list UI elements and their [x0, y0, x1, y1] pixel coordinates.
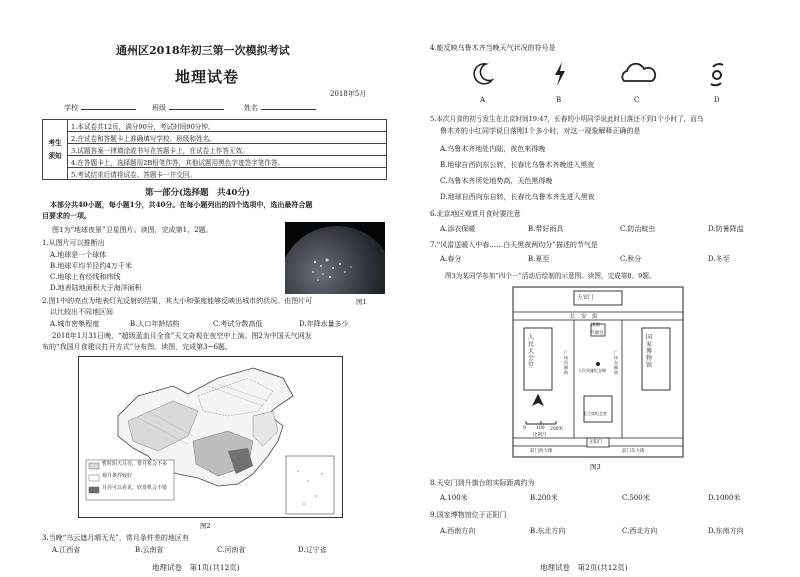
candidate-notice-table	[42, 119, 387, 180]
lightning-icon	[552, 61, 568, 87]
fig3-intro: 图3为某同学参加“四个一”活动后绘制的示意图。读图，完成第8、9题。	[445, 272, 656, 280]
page-footer: 地理试卷 第2页(共12页)	[540, 563, 628, 572]
part-intro-cont: 目要求的一项。	[42, 211, 91, 220]
part-title: 第一部分(选择题 共40分)	[145, 188, 250, 198]
plan-east-road: 广场东侧路	[614, 350, 618, 375]
right-page	[400, 0, 800, 577]
scale-200: 200米	[550, 427, 564, 432]
q4-option-a: A	[480, 96, 486, 104]
scale-label: 比例尺	[533, 433, 547, 438]
q1-option-b: B.地球平均半径约4万千米	[50, 262, 132, 270]
cloud-icon	[618, 63, 658, 85]
notice-label: 考生须知	[43, 120, 68, 180]
question-5-cont: 鲁木齐的小红同学说日落刚1个多小时，对这一现象解释正确的是	[440, 127, 641, 135]
notice-item: 1.本试卷共12页，满分90分，考试时间90分钟。	[68, 120, 387, 132]
q4-option-b: B	[556, 96, 562, 104]
q6-option-c: C.防治蚊虫	[620, 225, 656, 233]
question-2-cont: 以比较出不同地区间	[50, 308, 113, 316]
q8-option-a: A.100米	[440, 494, 468, 502]
q5-option-a: A.乌鲁木齐地处内陆，夜色来得晚	[440, 145, 546, 153]
q6-option-b: B.带好雨具	[528, 225, 564, 233]
fig2-label: 图2	[200, 522, 211, 530]
q7-option-d: D.冬至	[708, 255, 730, 263]
q3-option-d: D.辽宁省	[298, 546, 327, 554]
q1-option-a: A.地球是一个球体	[50, 251, 107, 259]
plan-monument: 人民英雄纪念碑	[578, 368, 606, 373]
q7-option-a: A.春分	[440, 255, 462, 263]
question-8: 8.天安门到升旗台的实际距离约为	[430, 479, 535, 487]
q1-option-c: C.地球上有经线和纬线	[50, 273, 121, 281]
exam-date: 2018年5月	[330, 90, 367, 98]
plan-changan-street: 长 安 街	[570, 314, 598, 320]
typhoon-icon	[707, 61, 727, 87]
plan-west-road: 广场西侧路	[564, 350, 568, 375]
q9-option-d: D.东南方向	[708, 527, 744, 535]
plan-zhengyangmen: 正阳门	[589, 440, 603, 445]
field-school: 学校	[64, 103, 136, 113]
plan-great-hall: 人民大会堂	[528, 334, 535, 369]
plan-flag-stage: 升旗台	[590, 331, 604, 336]
q7-option-c: C.秋分	[620, 255, 642, 263]
fig1-label: 图1	[356, 298, 367, 306]
legend-item: 暂时阴天月亮，赏月机会不多	[102, 461, 168, 467]
q2-option-b: B.人口年龄结构	[130, 320, 180, 328]
notice-item: 3.试题答案一律填涂或书写在答题卡上，在试卷上作答无效。	[68, 144, 387, 156]
field-class: 班级	[152, 103, 224, 113]
question-3: 3.当晚“乌云遮月晴无光”，赏月条件差的地区有	[42, 534, 189, 542]
question-4: 4.能反映乌鲁木齐当晚天气状况的符号是	[430, 44, 556, 52]
q9-option-c: C.西北方向	[622, 527, 658, 535]
fig1-intro: 图1为“地球夜景”卫星图片。读图，完成第1、2题。	[52, 226, 213, 234]
notice-item: 5.考试结束后请将试卷、答题卡一并交回。	[68, 168, 387, 180]
q5-option-c: C.乌鲁木齐所处地势高，天色黑得晚	[440, 177, 553, 185]
page-footer: 地理试卷 第1页(共12页)	[152, 563, 240, 572]
q3-option-b: B.云南省	[135, 546, 164, 554]
passage-eclipse-cont: 布的“我国月食建议打开方式”分布图。读图，完成第3~6题。	[42, 343, 232, 351]
q8-option-b: B.200米	[530, 494, 558, 502]
question-9: 9.国家博物馆位于正阳门	[430, 511, 507, 519]
notice-item: 2.在试卷和答题卡上准确填写学校、班级和姓名。	[68, 132, 387, 144]
q7-option-b: B.夏至	[528, 255, 550, 263]
question-6: 6.北京地区观赏月食时要注意	[430, 210, 521, 218]
scale-100: 100	[536, 426, 545, 431]
q3-option-c: C.河南省	[217, 546, 246, 554]
plan-memorial-hall: 毛主席纪念堂	[583, 411, 607, 416]
question-5: 5.本次月食的初亏发生在北京时间19:47，长春的小明同学说此时日落还不到1个小时了，而乌	[430, 115, 704, 123]
q8-option-d: D.1000米	[708, 494, 741, 502]
q6-option-a: A.添衣保暖	[440, 225, 476, 233]
plan-flag: 国旗	[591, 323, 600, 328]
q3-option-a: A.江西省	[52, 546, 81, 554]
q5-option-d: D.地球自西向东自转，长春比乌鲁木齐先进入黑夜	[440, 193, 595, 201]
question-1: 1.从图片可以推断出	[42, 239, 105, 247]
crescent-moon-icon	[472, 62, 494, 86]
part-intro: 本部分共40小题，每小题1分，共40分。在每小题列出的四个选项中，选出最符合题	[50, 200, 313, 209]
china-weather-map	[78, 356, 343, 518]
passage-eclipse: 2018年1月31日晚，“超级蓝血月全食”天文奇观在夜空中上演。图2为中国天气网发	[52, 332, 312, 340]
q1-option-d: D.地表陆地面积大于海洋面积	[50, 284, 142, 292]
field-name: 姓名	[244, 103, 316, 113]
plan-qianmen-west: 前门西大街	[530, 449, 553, 454]
q2-option-d: D.年降水量多少	[299, 320, 349, 328]
q5-option-b: B.地球自西向东公转，长春比乌鲁木齐晚进入黑夜	[440, 161, 595, 169]
plan-north-label: 北	[535, 395, 542, 402]
question-2: 2.图1中的亮点为地表灯光反射的结果，其大小和强度能够反映出城市的状况。由图片可	[42, 297, 313, 305]
fig3-label: 图3	[590, 463, 601, 471]
q9-option-b: B.东北方向	[530, 527, 566, 535]
q2-option-c: C.考试分数高低	[213, 320, 263, 328]
q6-option-d: D.防暑降温	[708, 225, 744, 233]
earth-night-photo	[285, 222, 385, 294]
q8-option-c: C.500米	[622, 494, 650, 502]
legend-item: 月亮可以看见，欣赏机会不错	[102, 485, 168, 491]
notice-item: 4.在答题卡上，选择题用2B铅笔作答，其他试题用黑色字迹签字笔作答。	[68, 156, 387, 168]
plan-qianmen-east: 前门东大街	[622, 449, 645, 454]
q4-option-c: C	[634, 96, 640, 104]
plan-national-museum: 国家博物馆	[646, 334, 653, 369]
q4-option-d: D	[714, 96, 720, 104]
q9-option-a: A.西南方向	[440, 527, 476, 535]
scale-zero: 0	[523, 426, 526, 431]
plan-tiananmen: 天安门	[577, 295, 594, 301]
question-7: 7.“风雷送暖入中春……白天黑夜两均分”描述的节气是	[430, 241, 598, 249]
subject-title: 地理试卷	[175, 68, 240, 86]
exam-title: 通州区2018年初三第一次模拟考试	[116, 44, 290, 57]
q2-option-a: A.城市密集程度	[50, 320, 100, 328]
legend-item: 观月条件较好	[102, 473, 133, 479]
